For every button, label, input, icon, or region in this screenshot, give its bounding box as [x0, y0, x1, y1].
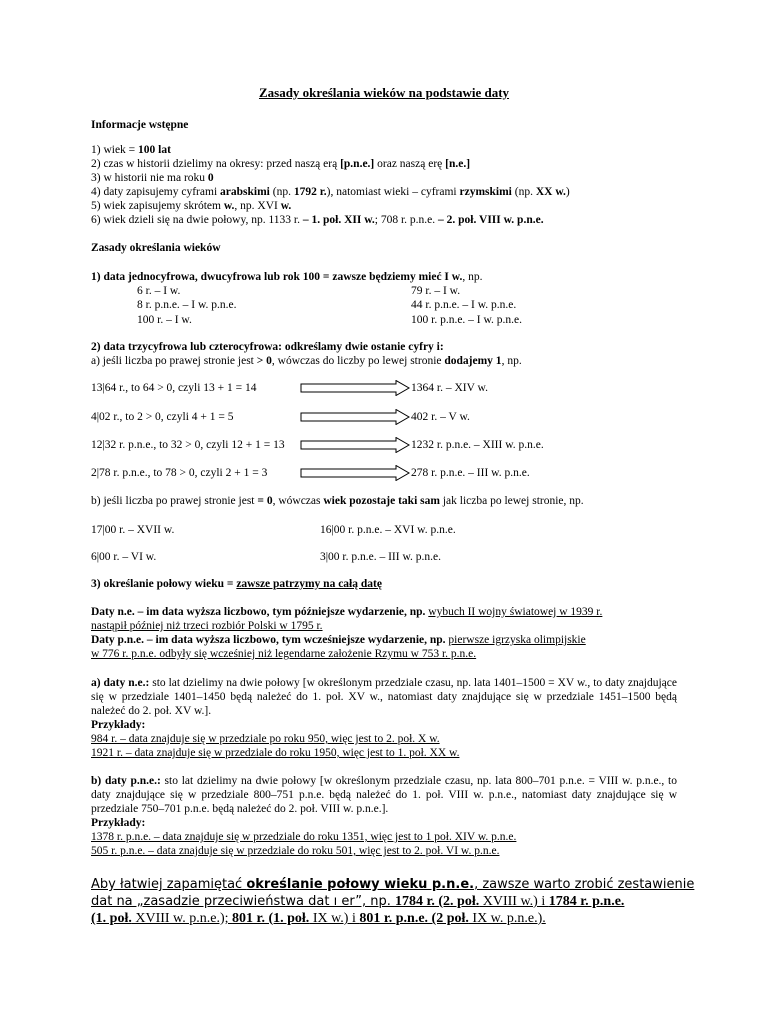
- footer-line-3: (1. poł. XVIII w. p.n.e.); 801 r. (1. poł. IX w.) i 801 r. p.n.e. (2 poł. IX w. p.n.e.).: [91, 911, 546, 926]
- example-left: 17|00 r. – XVII w.: [91, 524, 175, 536]
- rule-1: 1) data jednocyfrowa, dwucyfrowa lub rok 100 = zawsze będziemy mieć I w., np.: [91, 271, 483, 283]
- example-left: 8 r. p.n.e. – I w. p.n.e.: [137, 299, 237, 311]
- intro-heading: Informacje wstępne: [91, 119, 189, 131]
- rule-3: 3) określanie połowy wieku = zawsze patrzymy na całą datę: [91, 578, 382, 590]
- footer-line-2: dat na „zasadzie przeciwieństwa dat ı er”, np. 1784 r. (2. poł. XVIII w.) i 1784 r. p.n.e.: [91, 894, 625, 909]
- example-item: 1378 r. p.n.e. – data znajduje się w przedziale do roku 1351, więc jest to 1 poł. XIV w. p.n.e.: [91, 831, 517, 843]
- intro-item-4: 4) daty zapisujemy cyframi arabskimi (np. 1792 r.), natomiast wieki – cyframi rzymskimi (np. XX w.): [91, 186, 570, 198]
- intro-item-6: 6) wiek dzieli się na dwie połowy, np. 1133 r. – 1. poł. XII w.; 708 r. p.n.e. – 2. poł. VIII w. p.n.e.: [91, 214, 544, 226]
- arrow-example-right: 402 r. – V w.: [411, 411, 470, 423]
- pne-rule: Daty p.n.e. – im data wyższa liczbowo, tym wcześniejsze wydarzenie, np. pierwsze igrzyska olimpijskie: [91, 634, 586, 646]
- rule-2a: a) jeśli liczba po prawej stronie jest > 0, wówczas do liczby po lewej stronie dodajemy 1, np.: [91, 355, 522, 367]
- intro-item-1: 1) wiek = 100 lat: [91, 144, 171, 156]
- right-arrow-icon: [300, 437, 410, 453]
- example-right: 16|00 r. p.n.e. – XVI w. p.n.e.: [320, 524, 456, 536]
- arrow-example-left: 13|64 r., to 64 > 0, czyli 13 + 1 = 14: [91, 382, 257, 394]
- intro-item-3: 3) w historii nie ma roku 0: [91, 172, 214, 184]
- arrow-example-right: 278 r. p.n.e. – III w. p.n.e.: [411, 467, 530, 479]
- example-item: 1921 r. – data znajduje się w przedziale do roku 1950, więc jest to 1. poł. XX w.: [91, 747, 460, 759]
- example-item: 984 r. – data znajduje się w przedziale po roku 950, więc jest to 2. poł. X w.: [91, 733, 440, 745]
- rule-2: 2) data trzycyfrowa lub czterocyfrowa: odkreślamy dwie ostanie cyfry i:: [91, 341, 444, 353]
- ne-half-rule: a) daty n.e.: sto lat dzielimy na dwie połowy [w określonym przedziale czasu, np. lata 1401–1500 = XV w., to daty znajdujące się w przedziale 1401–1450 będą należeć do 1. poł. XV w., natomiast daty znajdujące się w przedziale 1451–1500 będą należeć do 2. poł. XV w.].: [91, 677, 677, 717]
- example-right: 3|00 r. p.n.e. – III w. p.n.e.: [320, 551, 442, 563]
- arrow-example-left: 4|02 r., to 2 > 0, czyli 4 + 1 = 5: [91, 411, 234, 423]
- example-left: 100 r. – I w.: [137, 314, 192, 326]
- rule-2b: b) jeśli liczba po prawej stronie jest = 0, wówczas wiek pozostaje taki sam jak liczba po lewej stronie, np.: [91, 495, 584, 507]
- rules-heading: Zasady określania wieków: [91, 242, 221, 254]
- pne-rule-continued: w 776 r. p.n.e. odbyły się wcześniej niż legendarne założenie Rzymu w 753 r. p.n.e.: [91, 648, 477, 660]
- examples-label: Przykłady:: [91, 817, 146, 829]
- arrow-example-right: 1232 r. p.n.e. – XIII w. p.n.e.: [411, 439, 544, 451]
- ne-rule-continued: nastąpił później niż trzeci rozbiór Polski w 1795 r.: [91, 620, 323, 632]
- right-arrow-icon: [300, 380, 410, 396]
- footer-line-1: Aby łatwiej zapamiętać określanie połowy wieku p.n.e., zawsze warto zrobić zestawienie: [91, 877, 695, 892]
- example-right: 44 r. p.n.e. – I w. p.n.e.: [411, 299, 517, 311]
- arrow-example-left: 2|78 r. p.n.e., to 78 > 0, czyli 2 + 1 = 3: [91, 467, 268, 479]
- example-left: 6 r. – I w.: [137, 285, 181, 297]
- example-right: 79 r. – I w.: [411, 285, 461, 297]
- example-item: 505 r. p.n.e. – data znajduje się w przedziale do roku 501, więc jest to 2. poł. VI w. p.n.e.: [91, 845, 500, 857]
- right-arrow-icon: [300, 465, 410, 481]
- ne-rule: Daty n.e. – im data wyższa liczbowo, tym późniejsze wydarzenie, np. wybuch II wojny światowej w 1939 r.: [91, 606, 603, 618]
- arrow-example-right: 1364 r. – XIV w.: [411, 382, 488, 394]
- arrow-example-left: 12|32 r. p.n.e., to 32 > 0, czyli 12 + 1 = 13: [91, 439, 285, 451]
- pne-half-rule: b) daty p.n.e.: sto lat dzielimy na dwie połowy [w określonym przedziale czasu, np. lata 800–701 p.n.e. = VIII w. p.n.e., to daty znajdujące się w przedziale 800–751 p.n.e. będą należeć do 1. poł. VIII w. p.n.e., natomiast daty znajdujące się w przedziale 750–701 p.n.e. będą należeć do 2. poł. VIII w. p.n.e.].: [91, 775, 677, 815]
- examples-label: Przykłady:: [91, 719, 146, 731]
- example-right: 100 r. p.n.e. – I w. p.n.e.: [411, 314, 523, 326]
- intro-item-2: 2) czas w historii dzielimy na okresy: przed naszą erą [p.n.e.] oraz naszą erę [n.e.]: [91, 158, 471, 170]
- example-left: 6|00 r. – VI w.: [91, 551, 157, 563]
- page-title: Zasady określania wieków na podstawie daty: [258, 85, 510, 100]
- intro-item-5: 5) wiek zapisujemy skrótem w., np. XVI w.: [91, 200, 292, 212]
- right-arrow-icon: [300, 409, 410, 425]
